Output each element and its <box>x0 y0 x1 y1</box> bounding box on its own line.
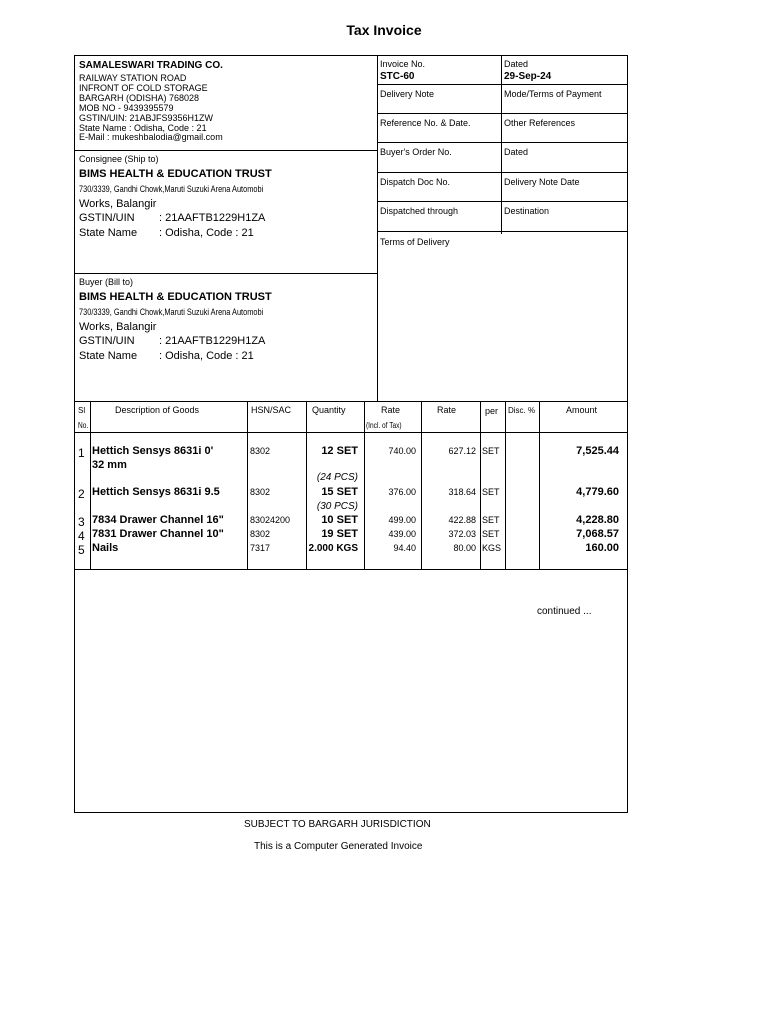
row-description-line2: 32 mm <box>92 459 127 471</box>
header-sl: Sl <box>78 406 86 415</box>
seller-line: MOB NO - 9439395579 <box>79 103 174 113</box>
consignee-address: 730/3339, Gandhi Chowk,Maruti Suzuki Arena Automobi <box>79 184 264 194</box>
seller-name: SAMALESWARI TRADING CO. <box>79 60 223 71</box>
consignee-gstin-label: GSTIN/UIN <box>79 212 135 224</box>
buyer-state: : Odisha, Code : 21 <box>159 350 254 362</box>
buyer-address: Works, Balangir <box>79 321 157 333</box>
row-quantity: 12 SET <box>321 445 358 457</box>
row-sl: 2 <box>78 487 85 501</box>
row-rate-incl: 439.00 <box>388 529 416 539</box>
header-per: per <box>485 406 499 416</box>
header-no: No. <box>78 421 89 430</box>
row-rate: 318.64 <box>448 487 476 497</box>
seller-line: BARGARH (ODISHA) 768028 <box>79 93 200 103</box>
row-amount: 7,525.44 <box>576 445 619 457</box>
consignee-gstin: : 21AAFTB1229H1ZA <box>159 212 266 224</box>
invoice-date: 29-Sep-24 <box>504 71 552 82</box>
row-description: 7831 Drawer Channel 10" <box>92 528 224 540</box>
header-quantity: Quantity <box>312 405 346 415</box>
terms-of-delivery-label: Terms of Delivery <box>380 237 450 247</box>
buyers-order-label: Buyer's Order No. <box>380 147 452 157</box>
row-per: SET <box>482 515 500 525</box>
dispatched-through-label: Dispatched through <box>380 206 459 216</box>
row-amount: 4,228.80 <box>576 514 619 526</box>
seller-line: E-Mail : mukeshbalodia@gmail.com <box>79 132 223 142</box>
consignee-label: Consignee (Ship to) <box>79 154 159 164</box>
destination-label: Destination <box>504 206 550 216</box>
buyer-label: Buyer (Bill to) <box>79 277 134 287</box>
seller-line: INFRONT OF COLD STORAGE <box>79 83 208 93</box>
row-rate-incl: 376.00 <box>388 487 416 497</box>
row-rate-incl: 740.00 <box>388 446 416 456</box>
consignee-address: Works, Balangir <box>79 198 157 210</box>
row-rate-incl: 94.40 <box>393 543 416 553</box>
invoice-no-label: Invoice No. <box>380 59 426 69</box>
jurisdiction-note: SUBJECT TO BARGARH JURISDICTION <box>244 819 431 830</box>
row-amount: 7,068.57 <box>576 528 619 540</box>
row-sl: 4 <box>78 529 85 543</box>
row-quantity: 2.000 KGS <box>308 543 358 554</box>
continued-note: continued ... <box>537 606 592 617</box>
consignee-state-label: State Name <box>79 227 138 239</box>
row-hsn: 7317 <box>250 543 271 553</box>
dated2-label: Dated <box>504 147 529 157</box>
row-rate: 422.88 <box>448 515 476 525</box>
header-rate-incl: Rate <box>381 405 401 415</box>
buyer-state-label: State Name <box>79 350 138 362</box>
seller-line: GSTIN/UIN: 21ABJFS9356H1ZW <box>79 113 214 123</box>
row-quantity-sub: (24 PCS) <box>316 472 358 483</box>
row-quantity: 19 SET <box>321 528 358 540</box>
row-quantity-sub: (30 PCS) <box>316 501 358 512</box>
invoice-frame <box>74 55 628 813</box>
row-sl: 1 <box>78 446 85 460</box>
row-hsn: 8302 <box>250 487 271 497</box>
buyer-gstin-label: GSTIN/UIN <box>79 335 135 347</box>
row-hsn: 8302 <box>250 529 271 539</box>
seller-line: RAILWAY STATION ROAD <box>79 73 187 83</box>
row-rate: 627.12 <box>448 446 476 456</box>
row-hsn: 83024200 <box>250 515 291 525</box>
row-amount: 160.00 <box>585 542 619 554</box>
row-amount: 4,779.60 <box>576 486 619 498</box>
row-per: SET <box>482 487 500 497</box>
other-references-label: Other References <box>504 118 576 128</box>
dispatch-doc-label: Dispatch Doc No. <box>380 177 451 187</box>
invoice-no: STC-60 <box>380 71 415 82</box>
reference-label: Reference No. & Date. <box>380 118 471 128</box>
row-quantity: 10 SET <box>321 514 358 526</box>
computer-generated-note: This is a Computer Generated Invoice <box>254 841 423 852</box>
consignee-name: BIMS HEALTH & EDUCATION TRUST <box>79 168 272 180</box>
header-amount: Amount <box>566 405 598 415</box>
row-description: Hettich Sensys 8631i 9.5 <box>92 486 220 498</box>
buyer-name: BIMS HEALTH & EDUCATION TRUST <box>79 291 272 303</box>
row-rate-incl: 499.00 <box>388 515 416 525</box>
header-rate: Rate <box>437 405 457 415</box>
row-quantity: 15 SET <box>321 486 358 498</box>
row-description: Hettich Sensys 8631i 0' <box>92 445 214 457</box>
row-description: Nails <box>92 542 119 554</box>
delivery-note-label: Delivery Note <box>380 89 435 99</box>
delivery-note-date-label: Delivery Note Date <box>504 177 580 187</box>
mode-terms-label: Mode/Terms of Payment <box>504 89 602 99</box>
header-hsn: HSN/SAC <box>251 405 292 415</box>
row-per: SET <box>482 529 500 539</box>
row-hsn: 8302 <box>250 446 271 456</box>
seller-line: State Name : Odisha, Code : 21 <box>79 123 207 133</box>
header-rate-incl-sub: (Incl. of Tax) <box>366 421 402 430</box>
row-rate: 372.03 <box>448 529 476 539</box>
header-disc: Disc. % <box>508 406 536 415</box>
row-sl: 5 <box>78 543 85 557</box>
buyer-address: 730/3339, Gandhi Chowk,Maruti Suzuki Arena Automobi <box>79 307 264 317</box>
row-rate: 80.00 <box>453 543 476 553</box>
header-description: Description of Goods <box>115 405 200 415</box>
row-per: SET <box>482 446 500 456</box>
document-title: Tax Invoice <box>346 22 422 38</box>
row-per: KGS <box>482 543 502 553</box>
consignee-state: : Odisha, Code : 21 <box>159 227 254 239</box>
dated-label: Dated <box>504 59 529 69</box>
row-description: 7834 Drawer Channel 16" <box>92 514 224 526</box>
buyer-gstin: : 21AAFTB1229H1ZA <box>159 335 266 347</box>
row-sl: 3 <box>78 515 85 529</box>
